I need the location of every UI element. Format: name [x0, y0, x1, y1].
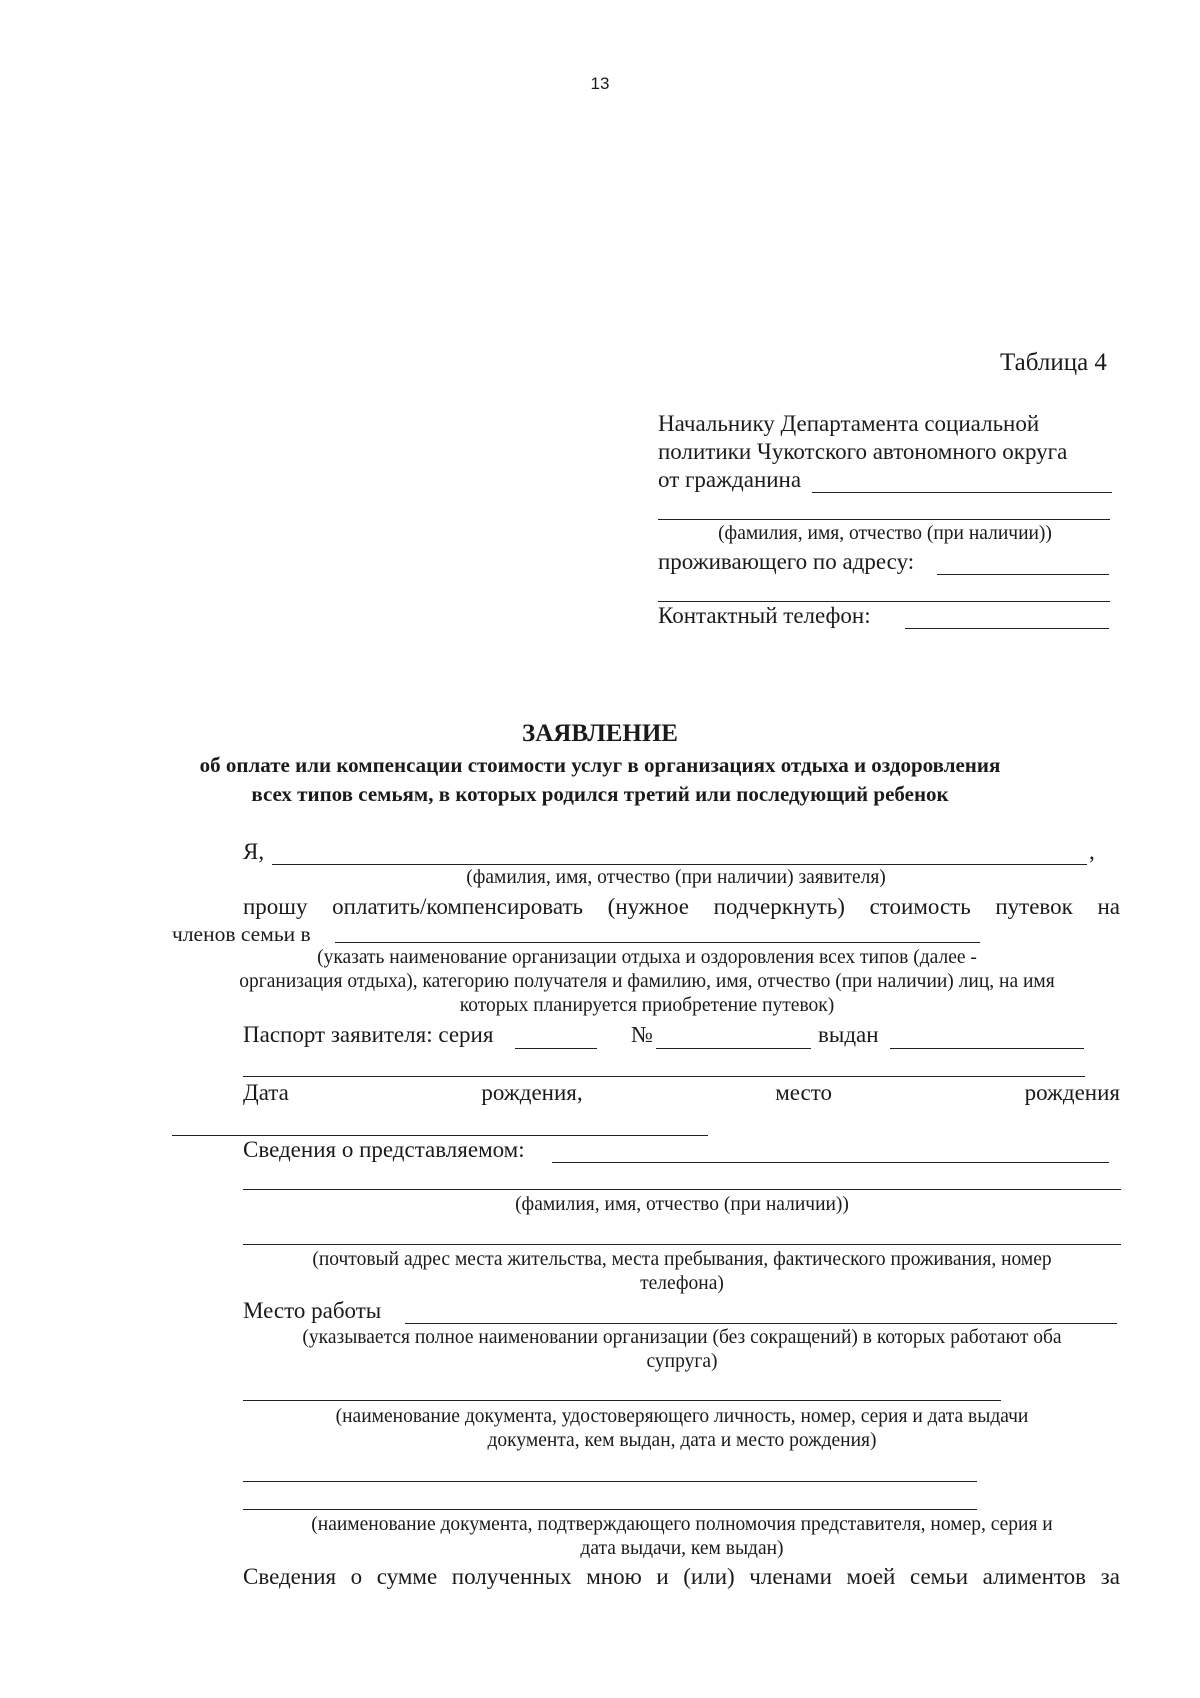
passport-issued-field[interactable]: [890, 1048, 1084, 1049]
applicant-name-caption: (фамилия, имя, отчество (при наличии) заявителя): [466, 867, 886, 888]
work-label: Место работы: [243, 1298, 382, 1323]
alimony-word: и: [656, 1564, 669, 1589]
passport-number-field[interactable]: [656, 1048, 811, 1049]
birth-word: место: [775, 1080, 832, 1105]
request-word: на: [1097, 894, 1120, 919]
birth-word: рождения,: [481, 1080, 583, 1105]
page-number: 13: [590, 74, 610, 93]
work-caption-line-1: (указывается полное наименовании организации (без сокращений) в которых работают оба: [302, 1327, 1062, 1348]
passport-label: Паспорт заявителя: серия: [243, 1022, 494, 1047]
alimony-word: полученных: [451, 1564, 572, 1589]
table-label: Таблица 4: [1000, 349, 1107, 376]
document-title: ЗАЯВЛЕНИЕ: [522, 720, 678, 747]
postal-caption-line-2: телефона): [640, 1273, 724, 1294]
phone-field[interactable]: [905, 628, 1109, 629]
alimony-word: (или): [683, 1564, 735, 1589]
family-members-label: членов семьи в: [172, 922, 311, 946]
authority-caption-line-1: (наименование документа, подтверждающего полномочия представителя, номер, серия и: [311, 1514, 1053, 1535]
from-citizen-label: от гражданина: [658, 467, 802, 492]
alimony-word: моей: [846, 1564, 896, 1589]
citizen-name-field-2[interactable]: [658, 519, 1110, 520]
org-caption-line-2: организация отдыха), категорию получателя и фамилию, имя, отчество (при наличии) лиц, на имя: [239, 971, 1055, 992]
alimony-word: членами: [749, 1564, 832, 1589]
passport-series-field[interactable]: [515, 1048, 597, 1049]
alimony-word: сумме: [376, 1564, 438, 1589]
alimony-word: о: [350, 1564, 363, 1589]
birth-word: Дата: [243, 1080, 289, 1105]
addressee-line-2: политики Чукотского автономного округа: [658, 439, 1068, 464]
number-sign: №: [631, 1022, 653, 1047]
document-subtitle-line-2: всех типов семьям, в которых родился третий или последующий ребенок: [251, 782, 949, 806]
phone-label: Контактный телефон:: [658, 603, 871, 628]
alimony-word: алиментов: [982, 1564, 1087, 1589]
citizen-name-field[interactable]: [812, 492, 1112, 493]
passport-issued-field-2[interactable]: [243, 1076, 1085, 1077]
birth-word: рождения: [1024, 1080, 1120, 1105]
alimony-line: [243, 1563, 1120, 1591]
org-caption-line-3: которых планируется приобретение путевок): [459, 995, 835, 1016]
alimony-word: Сведения: [243, 1564, 337, 1589]
alimony-word: за: [1100, 1564, 1120, 1589]
request-line: [243, 893, 1120, 921]
ya-label: Я,: [243, 839, 265, 864]
authority-document-field-2[interactable]: [243, 1509, 977, 1510]
represented-caption: (фамилия, имя, отчество (при наличии)): [515, 1194, 849, 1215]
comma: ,: [1089, 839, 1095, 864]
request-word: стоимость: [869, 894, 971, 919]
id-doc-caption-line-2: документа, кем выдан, дата и место рождения): [487, 1430, 877, 1451]
document-subtitle-line-1: об оплате или компенсации стоимости услуг в организациях отдыха и оздоровления: [199, 753, 1001, 777]
postal-address-field[interactable]: [243, 1244, 1121, 1245]
org-caption-line-1: (указать наименование организации отдыха и оздоровления всех типов (далее -: [317, 947, 977, 968]
request-word: путевок: [995, 894, 1073, 919]
address-label: проживающего по адресу:: [658, 549, 915, 574]
request-word: оплатить/компенсировать: [332, 894, 584, 919]
id-doc-caption-line-1: (наименование документа, удостоверяющего личность, номер, серия и дата выдачи: [335, 1406, 1029, 1427]
represented-field[interactable]: [552, 1162, 1109, 1163]
alimony-word: семьи: [909, 1564, 969, 1589]
citizen-name-caption: (фамилия, имя, отчество (при наличии)): [718, 523, 1052, 544]
request-word: (нужное: [607, 894, 690, 919]
represented-label: Сведения о представляемом:: [243, 1137, 525, 1162]
id-document-field[interactable]: [243, 1400, 1001, 1401]
work-field[interactable]: [405, 1323, 1117, 1324]
birth-line: [243, 1079, 1120, 1107]
postal-caption-line-1: (почтовый адрес места жительства, места пребывания, фактического проживания, номер: [312, 1249, 1052, 1270]
authority-document-field[interactable]: [243, 1481, 977, 1482]
authority-caption-line-2: дата выдачи, кем выдан): [580, 1538, 784, 1559]
address-field[interactable]: [937, 574, 1109, 575]
applicant-name-field[interactable]: [272, 864, 1087, 865]
request-word: подчеркнуть): [713, 894, 845, 919]
alimony-word: мною: [586, 1564, 642, 1589]
work-caption-line-2: супруга): [646, 1351, 718, 1372]
request-word: прошу: [243, 894, 308, 919]
represented-field-2[interactable]: [243, 1189, 1121, 1190]
organization-field[interactable]: [335, 942, 980, 943]
addressee-line-1: Начальнику Департамента социальной: [658, 411, 1040, 436]
issued-label: выдан: [818, 1022, 879, 1047]
